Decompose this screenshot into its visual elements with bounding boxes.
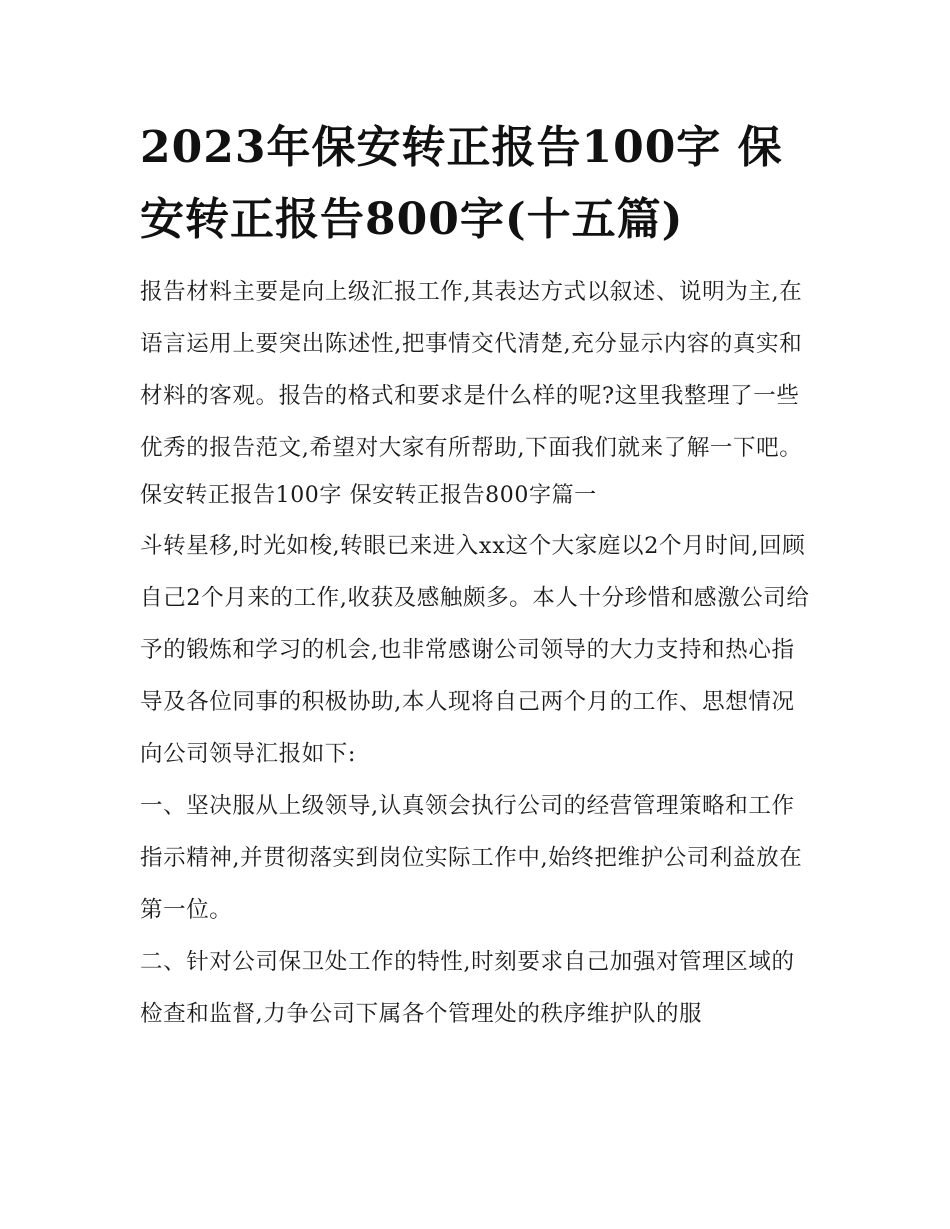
intro-paragraph: 报告材料主要是向上级汇报工作,其表达方式以叙述、说明为主,在语言运用上要突出陈述性,把事情交代清楚,充分显示内容的真实和材料的客观。报告的格式和要求是什么样的呢?这里我整理了一些优秀的报告范文,希望对大家有所帮助,下面我们就来了解一下吧。	[140, 279, 803, 461]
section-heading: 保安转正报告100字 保安转正报告800字篇一	[140, 483, 597, 508]
document-title: 2023年保安转正报告100字 保安转正报告800字(十五篇)	[140, 122, 783, 245]
body-paragraph: 一、坚决服从上级领导,认真领会执行公司的经营管理策略和工作指示精神,并贯彻落实到岗位实际工作中,始终把维护公司利益放在第一位。	[140, 793, 803, 923]
body-paragraph: 斗转星移,时光如梭,转眼已来进入xx这个大家庭以2个月时间,回顾自己2个月来的工作,收获及感触颇多。本人十分珍惜和感激公司给予的锻炼和学习的机会,也非常感谢公司领导的大力支持和热心指导及各位同事的积极协助,本人现将自己两个月的工作、思想情况向公司领导汇报如下:	[140, 533, 810, 767]
body-paragraph: 二、针对公司保卫处工作的特性,时刻要求自己加强对管理区域的检查和监督,力争公司下属各个管理处的秩序维护队的服	[140, 949, 795, 1027]
document-body	[140, 112, 812, 1040]
